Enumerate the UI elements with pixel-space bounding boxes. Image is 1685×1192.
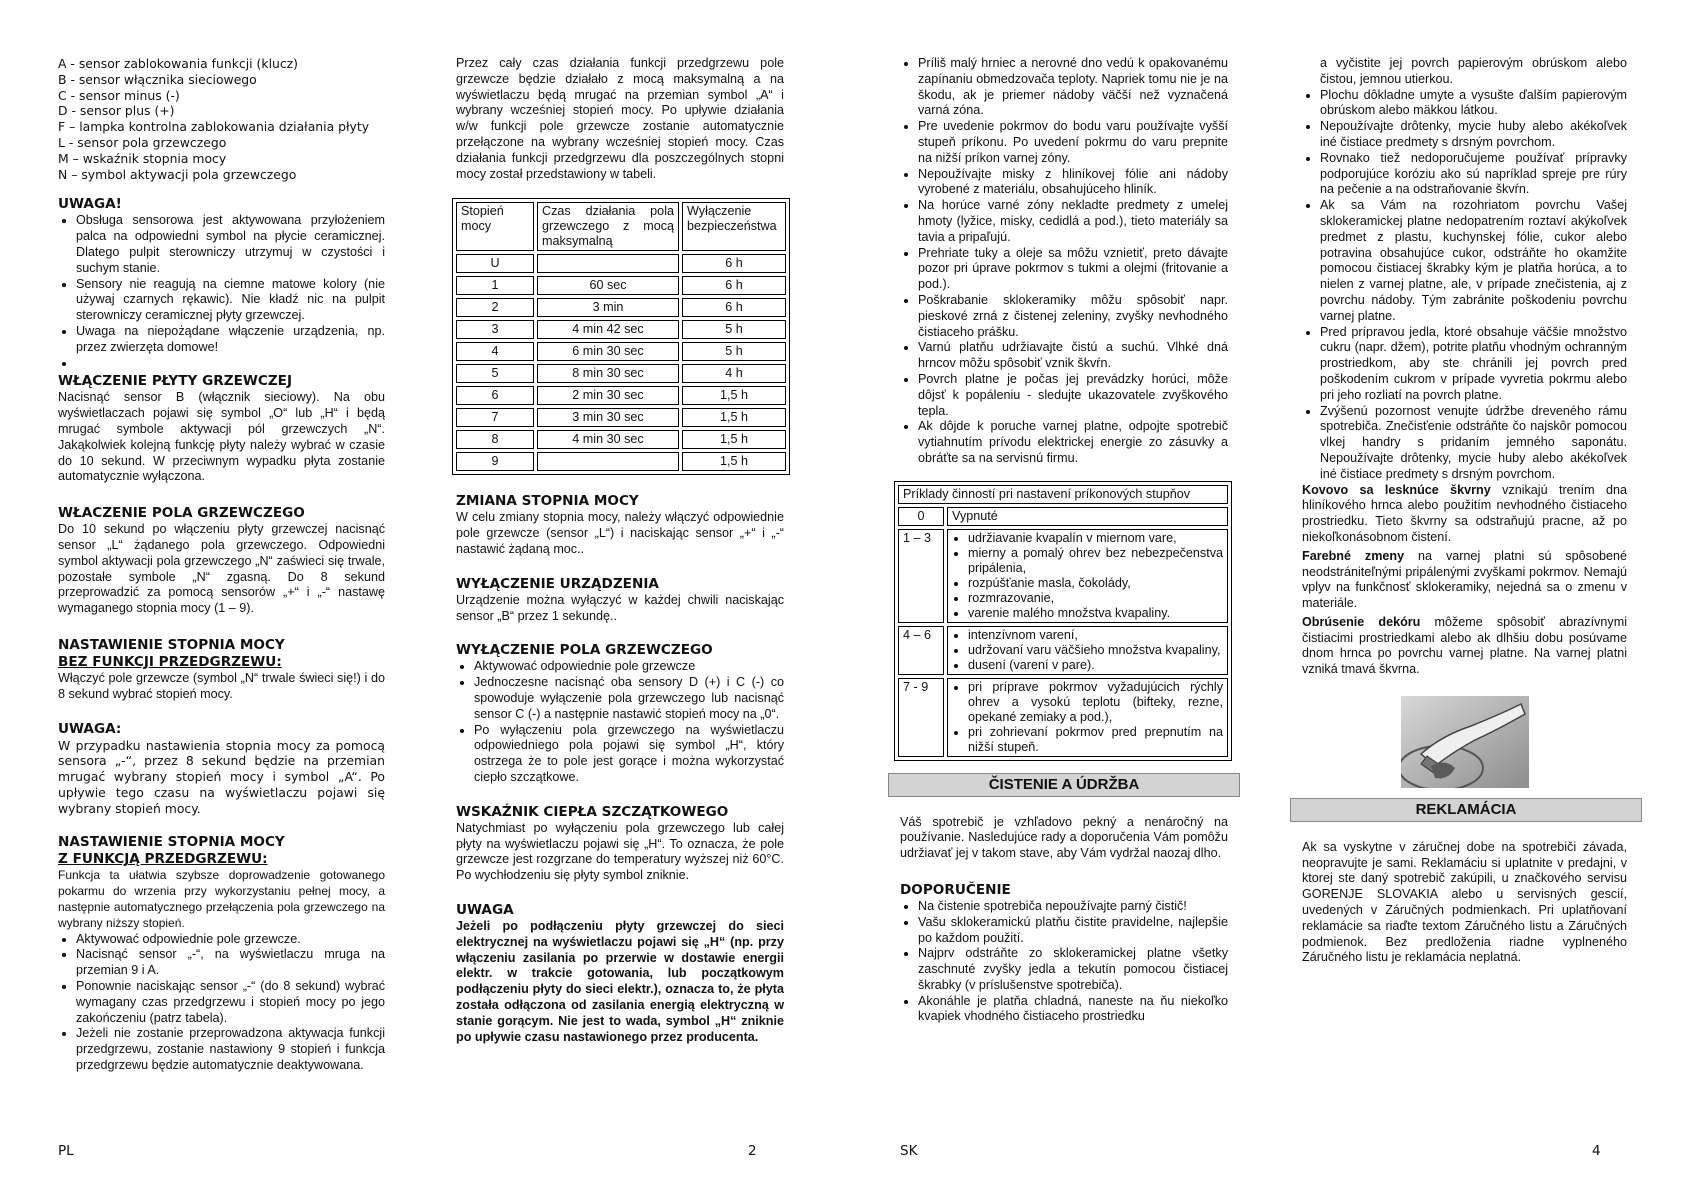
list-item: • Príliš malý hrniec a nerovné dno vedú k opakovanému zapínaniu obmedzovača teploty. Napriek tomu nie je na škodu, ak je priemer nádoby väčší než vyznačená varná zóna. bbox=[918, 56, 1228, 119]
column-sk-1 bbox=[900, 56, 1228, 1025]
list-item: • Vašu sklokeramickú platňu čistite pravidelne, najlepšie po každom použití. bbox=[918, 915, 1228, 947]
footer-page-right: 4 bbox=[1592, 1143, 1601, 1159]
list-item: • Pred prípravou jedla, ktoré obsahuje väčšie množstvo cukru (napr. džem), potrite platňu vhodným ochranným prostriedkom, aby ste chránili jej povrch pred poškodením cukrom v prípade vyvretia pokrmu alebo pri jeho rozliatí na povrch platne. bbox=[1320, 325, 1627, 404]
section-band-reklamacia: REKLAMÁCIA bbox=[1290, 798, 1642, 822]
nast-title: NASTAWIENIE STOPNIA MOCY bbox=[58, 636, 285, 653]
table-cell: 4 min 42 sec bbox=[537, 320, 679, 339]
farebne-bold: Farebné zmeny bbox=[1302, 548, 1405, 563]
nastz-list bbox=[58, 932, 385, 1074]
table-cell: 5 bbox=[456, 364, 534, 383]
preheat-intro: Przez cały czas działania funkcji przedgrzewu pole grzewcze będzie działało z mocą maksymalną a na wyświetlaczu będą mrugać na przemian symbol „A“ i wybrany wcześniej stopień mocy. Po upływie działania w/w funkcji pole grzewcze zostanie automatycznie przełączone na wybrany wcześniej stopień mocy. Czas działania funkcji przedgrzewu dla poszczególnych stopni mocy został przedstawiony w tabeli. bbox=[456, 56, 784, 181]
list-item: • Plochu dôkladne umyte a vysušte ďalším papierovým obrúskom alebo mäkkou látkou. bbox=[1320, 88, 1627, 120]
list-item: • Aktywować odpowiednie pole grzewcze. bbox=[76, 932, 385, 948]
sensor-key-item: D - sensor plus (+) bbox=[58, 103, 175, 119]
cist-text: Váš spotrebič je vzhľadovo pekný a nenáročný na používanie. Nasledujúce rady a doporučenia Vám pomôžu udržiavať jej v takom stave, aby Vám vydržal naozaj dlho. bbox=[900, 814, 1228, 861]
wylp-title: WYŁĄCZENIE POLA GRZEWCZEGO bbox=[456, 642, 713, 659]
table-cell: U bbox=[456, 254, 534, 273]
table-cell: 1,5 h bbox=[682, 430, 786, 449]
table-cell: 3 min 30 sec bbox=[537, 408, 679, 427]
table-cell: 6 h bbox=[682, 298, 786, 317]
table-head-cell: Príklady činností pri nastavení príkonových stupňov bbox=[898, 485, 1228, 504]
table-row bbox=[898, 626, 1228, 675]
list-item: • Akonáhle je platňa chladná, naneste na ňu niekoľko kvapiek vhodného čistiaceho prostriedku bbox=[918, 994, 1228, 1026]
list-item: • pri príprave pokrmov vyžadujúcich rýchly ohrev a vysokú teplotu (bifteky, rezne, opekané zemiaky a pod.), bbox=[968, 680, 1223, 725]
wsk-title: WSKAŹNIK CIEPŁA SZCZĄTKOWEGO bbox=[456, 803, 729, 820]
list-item: • pri zohrievaní pokrmov pred prepnutím na nižší stupeň. bbox=[968, 725, 1223, 755]
cont-text: a vyčistite jej povrch papierovým obrúskom alebo čistou, jemnou utierkou. bbox=[1320, 56, 1627, 86]
table-head-cell: Stopień mocy bbox=[456, 202, 534, 251]
table-row bbox=[456, 364, 786, 383]
table-cell: 8 min 30 sec bbox=[537, 364, 679, 383]
nast-text: Włączyć pole grzewcze (symbol „N“ trwale świeci się!) i do 8 sekund wybrać stopień mocy. bbox=[58, 670, 385, 701]
sensor-key-item: N – symbol aktywacji pola grzewczego bbox=[58, 166, 297, 182]
list-item: • Nacisnąć sensor „-“, na wyświetlaczu mruga na przemian 9 i A. bbox=[76, 947, 385, 979]
kovovo-text: vznikajú trením dna hliníkového hrnca alebo použitím nevhodného čistiaceho prostriedku. Tieto škvrny sa odstraňujú pracne, až po niekoľkonásobnom čistení. bbox=[1302, 482, 1627, 544]
list-item: • Po wyłączeniu pola grzewczego na wyświetlaczu odpowiedniego pola pojawi się symbol „H“, który ostrzega że to pole jest gorące i można wykorzystać ciepło szczątkowe. bbox=[474, 723, 784, 786]
list-item: • Uwaga na niepożądane włączenie urządzenia, np. przez zwierzęta domowe! bbox=[76, 324, 385, 356]
list-item: • Jeżeli nie zostanie przeprowadzona aktywacja funkcji przedgrzewu, zostanie nastawiony 9 stopień i funkcja przedgrzewu będzie automatycznie deaktywowana. bbox=[76, 1026, 385, 1073]
table-row bbox=[456, 298, 786, 317]
list-item: • Ponownie naciskając sensor „-“ (do 8 sekund) wybrać wymagany czas przedgrzewu i stopień mocy po jego zakończeniu (patrz tabela). bbox=[76, 979, 385, 1026]
list-item: • Sensory nie reagują na ciemne matowe kolory (nie używaj czarnych rękawic). Nie kładź nic na pulpit sterowniczy ceramicznej płyty grzewczej. bbox=[76, 277, 385, 324]
table-cell: 1,5 h bbox=[682, 452, 786, 471]
list-item: • Nepoužívajte misky z hliníkovej fólie ani nádoby vyrobené z materiálu, obsahujúceho hliník. bbox=[918, 167, 1228, 199]
activity-cell bbox=[947, 529, 1228, 623]
table-cell: 3 bbox=[456, 320, 534, 339]
table-cell: 6 h bbox=[682, 254, 786, 273]
column-sk-2 bbox=[1302, 56, 1627, 966]
table-cell: 60 sec bbox=[537, 276, 679, 295]
farebne-text: na varnej platni sú spôsobené neodstrániteľnými pripálenými zvyškami pokrmov. Nemajú vplyv na funkčnosť sklokeramiky, nejedná sa o zmenu v materiále. bbox=[1302, 548, 1628, 611]
power-level-cell: 1 – 3 bbox=[898, 529, 944, 623]
activity-cell bbox=[947, 626, 1228, 675]
table-cell: 1,5 h bbox=[682, 386, 786, 405]
obrus-text: môžeme spôsobiť abrazívnymi čistiacimi prostriedkami alebo ak dlhšiu dobu posúvame dnom hrnca po povrchu varnej platne. Na varnej platni vzniká tmavá škvrna. bbox=[1302, 614, 1627, 677]
list-item: • Varnú platňu udržiavajte čistú a suchú. Vlhké dná hrncov môžu spôsobiť vznik škvŕn. bbox=[918, 340, 1228, 372]
rekl-text: Ak sa vyskytne v záručnej dobe na spotrebiči závada, neopravujte je sami. Reklamáciu si uplatnite v predajni, v ktorej ste daný spotrebič zakúpili, u značkového servisu GORENJE SLOVAKIA alebo u servisných gescií, uvedených v Záručných podmienkach. Pri uplatňovaní reklamácie sa riaďte textom Záručného listu a Záručných podmienok. Bez predloženia riadne vyplneného Záručného listu je reklamácia neplatná. bbox=[1302, 839, 1627, 965]
table-cell: 4 min 30 sec bbox=[537, 430, 679, 449]
cleaning-list bbox=[1302, 88, 1627, 483]
list-item: • udržiavanie kvapalín v miernom vare, bbox=[968, 531, 1223, 546]
table-row bbox=[456, 254, 786, 273]
table-cell: 2 min 30 sec bbox=[537, 386, 679, 405]
safety-list bbox=[900, 56, 1228, 467]
list-item: • Obsługa sensorowa jest aktywowana przyłożeniem palca na odpowiedni symbol na płycie ceramicznej. Dlatego pulpit sterowniczy utrzymuj w czystości i suchym stanie. bbox=[76, 213, 385, 276]
list-item: • Najprv odstráňte zo sklokeramickej platne všetky zaschnuté zvyšky jedla a tekutín pomocou čistiacej škrabky (v príslušenstve spotrebiča). bbox=[918, 946, 1228, 993]
dop-list bbox=[900, 899, 1228, 1025]
activity-list bbox=[952, 531, 1223, 621]
sensor-key-item: F – lampka kontrolna zablokowania działania płyty bbox=[58, 119, 370, 135]
sensor-key-item: C - sensor minus (-) bbox=[58, 87, 180, 103]
table-head-cell: Wyłączenie bezpieczeństwa bbox=[682, 202, 786, 251]
table-row bbox=[456, 452, 786, 471]
power-level-cell: 4 – 6 bbox=[898, 626, 944, 675]
list-item: • intenzívnom varení, bbox=[968, 628, 1223, 643]
pole-title: WŁACZENIE POLA GRZEWCZEGO bbox=[58, 505, 305, 522]
table-cell: 2 bbox=[456, 298, 534, 317]
list-item: • Ak sa Vám na rozohriatom povrchu Vašej sklokeramickej platne nedopatrením roztaví akýkoľvek predmet z plastu, kuchynskej fólie, cukor alebo potravina obsahujúce cukor, odstráňte ho okamžite pomocou čistiacej škrabky kým je platňa horúca, a to nielen z varnej platne, ale, v prípade znečistenia, aj z povrchu nádoby. Tým zabránite poškodeniu povrchu varnej platne. bbox=[1320, 198, 1627, 324]
table-row bbox=[456, 430, 786, 449]
column-pl-1 bbox=[58, 56, 385, 1074]
section-band-cleaning: ČISTENIE A ÚDRŽBA bbox=[888, 773, 1240, 797]
uwaga-text: Jeżeli po podłączeniu płyty grzewczej do sieci elektrycznej na wyświetlaczu pojawi się „H“ (np. przy włączeniu zasilania po przerwie w dostawie energii elektr. w trakcie gotowania, lub początkowym podłączeniu płyty do sieci elektr.), oznacza to, że płyta została odłączona od zasilania energią elektryczną w stanie gorącym. Nie jest to wada, symbol „H“ zniknie po upływie czasu nastawionego przez producenta. bbox=[456, 918, 784, 1044]
list-item: • rozmrazovanie, bbox=[968, 591, 1223, 606]
list-item: • Na horúce varné zóny nekladte predmety z umelej hmoty (lyžice, misky, cedidlá a pod.), tieto materiály sa tavia a pripaľujú. bbox=[918, 198, 1228, 245]
list-item: • dusení (varení v pare). bbox=[968, 658, 1223, 673]
uwaga2-text: W przypadku nastawienia stopnia mocy za pomocą sensora „-“, przez 8 sekund będzie na przemian mrugać wybrany stopień mocy i symbol „A“. Po upływie tego czasu na wyświetlaczu pojawi się wybrany stopień mocy. bbox=[58, 737, 385, 816]
table-cell: 8 bbox=[456, 430, 534, 449]
activity-text: Vypnuté bbox=[952, 508, 998, 523]
footer-page-left: 2 bbox=[748, 1143, 757, 1159]
power-level-cell: 7 - 9 bbox=[898, 678, 944, 757]
table-cell: 4 bbox=[456, 342, 534, 361]
list-item: • Zvýšenú pozornost venujte údržbe dreveného rámu spotrebiča. Znečisťenie odstráňte čo najskôr pomocou vlkej handry s pridaním jemného saponátu. Nepoužívajte drôtenky, mycie huby alebo akékoľvek iné čistiace predmety s drsným povrchom. bbox=[1320, 404, 1627, 483]
list-item: • udržovaní varu väčšieho množstva kvapaliny, bbox=[968, 643, 1223, 658]
nast-subtitle: BEZ FUNKCJI PRZEDGRZEWU: bbox=[58, 653, 282, 670]
uwaga2-title: UWAGA: bbox=[58, 720, 122, 737]
list-item: • Jednoczesne nacisnąć oba sensory D (+) i C (-) co spowoduje wyłączenie pola grzewczego lub nacisnąć sensor C (-) a następnie nastawić stopień mocy na „0“. bbox=[474, 675, 784, 722]
list-item: • Rovnako tiež nedoporučujeme používať prípravky podporujúce koróziu ako sú napríklad spreje pre rúry na pečenie a na odstraňovanie škvŕn. bbox=[1320, 151, 1627, 198]
column-pl-2 bbox=[456, 56, 784, 1045]
sensor-key-list bbox=[58, 56, 385, 182]
zmiana-title: ZMIANA STOPNIA MOCY bbox=[456, 493, 639, 510]
table-row bbox=[456, 342, 786, 361]
list-item: • Prehriate tuky a oleje sa môžu vznietiť, preto dávajte pozor pri úprave pokrmov s tukmi a olejmi (fritovanie a pod.). bbox=[918, 246, 1228, 293]
table-cell: 1 bbox=[456, 276, 534, 295]
wlacz-title: WŁĄCZENIE PŁYTY GRZEWCZEJ bbox=[58, 373, 293, 390]
sensor-key-item: L - sensor pola grzewczego bbox=[58, 134, 227, 150]
wylp-list bbox=[456, 659, 784, 785]
list-item: • Aktywować odpowiednie pole grzewcze bbox=[474, 659, 784, 675]
wlacz-text: Nacisnąć sensor B (włącznik sieciowy). Na obu wyświetlaczach pojawi się symbol „O“ lub „H“ i będą mrugać symbole aktywacji pól grzewczych „N“. Jakąkolwiek kolejną funkcję płyty należy wybrać w czasie do 10 sekund. W przeciwnym wypadku płyta zostanie automatycznie wyłączona. bbox=[58, 390, 385, 484]
table-header-row bbox=[898, 485, 1228, 504]
list-item: • Pre uvedenie pokrmov do bodu varu používajte vyšší stupeň príkonu. Po uvedení pokrmu do varu prepnite na nižší príkon varnej zóny. bbox=[918, 119, 1228, 166]
list-item: • Poškrabanie sklokeramiky môžu spôsobiť napr. pieskové zrná z čistenej zeleniny, zvyšky nevhodného čistiaceho prášku. bbox=[918, 293, 1228, 340]
table-header-row bbox=[456, 202, 786, 251]
table-row bbox=[898, 678, 1228, 757]
table-cell bbox=[537, 254, 679, 273]
table-row bbox=[456, 408, 786, 427]
table-cell: 1,5 h bbox=[682, 408, 786, 427]
dop-title: DOPORUČENIE bbox=[900, 881, 1011, 898]
list-item: • Povrch platne je počas jej prevádzky horúci, môže dôjsť k popáleniu - sledujte ukazovatele zvyškového tepla. bbox=[918, 372, 1228, 419]
activity-cell bbox=[947, 678, 1228, 757]
activity-list bbox=[952, 680, 1223, 755]
table-cell: 7 bbox=[456, 408, 534, 427]
nastz-title: NASTAWIENIE STOPNIA MOCY bbox=[58, 834, 285, 851]
nastz-subtitle: Z FUNKCJĄ PRZEDGRZEWU: bbox=[58, 851, 268, 868]
pole-text: Do 10 sekund po włączeniu płyty grzewczej nacisnąć sensor „L“ żądanego pola grzewczego. Odpowiedni symbol aktywacji pola grzewczego „N“ zaświeci się trwale, pozostałe symbole „N“ zgasną. Do 8 sekund przeprowadzić za pomocą sensorów „+“ i „-“ nastawę wymaganego stopnia mocy (1 – 9). bbox=[58, 522, 385, 616]
sensor-key-item: B - sensor włącznika sieciowego bbox=[58, 71, 257, 87]
table-row bbox=[456, 320, 786, 339]
zmiana-text: W celu zmiany stopnia mocy, należy włączyć odpowiednie pole grzewcze (sensor „L“) i naciskając sensor „+“ i „-“ nastawić żądaną moc.. bbox=[456, 510, 784, 556]
table-cell: 4 h bbox=[682, 364, 786, 383]
wyl-text: Urządzenie można wyłączyć w każdej chwili naciskając sensor „B“ przez 1 sekundę.. bbox=[456, 592, 784, 623]
list-item: • rozpúšťanie masla, čokolády, bbox=[968, 576, 1223, 591]
power-level-table bbox=[894, 481, 1232, 761]
kovovo-para bbox=[1302, 483, 1627, 546]
uwaga1-list bbox=[58, 213, 385, 371]
farebne-para bbox=[1302, 549, 1627, 612]
table-cell: 6 h bbox=[682, 276, 786, 295]
uwaga-title: UWAGA bbox=[456, 901, 514, 918]
table-cell: 5 h bbox=[682, 342, 786, 361]
footer-lang-right: SK bbox=[900, 1143, 918, 1159]
uwaga1-title: UWAGA! bbox=[58, 196, 122, 213]
list-item: • Na čistenie spotrebiča nepoužívajte parný čistič! bbox=[918, 899, 1228, 915]
activity-list bbox=[952, 628, 1223, 673]
kovovo-bold: Kovovo sa lesknúce škvrny bbox=[1302, 482, 1491, 497]
sensor-key-item: A - sensor zablokowania funkcji (klucz) bbox=[58, 56, 299, 71]
table-row bbox=[456, 276, 786, 295]
scraper-cleaning-icon bbox=[1401, 696, 1529, 788]
list-item: • Ak dôjde k poruche varnej platne, odpojte spotrebič vytiahnutím prívodu elektrickej energie zo zásuvky a obráťte sa na servisnú firmu. bbox=[918, 419, 1228, 466]
table-cell: 5 h bbox=[682, 320, 786, 339]
activity-cell bbox=[947, 507, 1228, 526]
list-item: • Nepoužívajte drôtenky, mycie huby alebo akékoľvek iné čistiace predmety s drsným povrchom. bbox=[1320, 119, 1627, 151]
table-row bbox=[456, 386, 786, 405]
wyl-title: WYŁĄCZENIE URZĄDZENIA bbox=[456, 575, 659, 592]
sensor-key-item: M – wskaźnik stopnia mocy bbox=[58, 150, 227, 166]
table-row bbox=[898, 529, 1228, 623]
table-row bbox=[898, 507, 1228, 526]
table-cell: 6 min 30 sec bbox=[537, 342, 679, 361]
table-head-cell: Czas działania pola grzewczego z mocą maksymalną bbox=[537, 202, 679, 251]
list-item: • mierny a pomalý ohrev bez nebezpečenstva pripálenia, bbox=[968, 546, 1223, 576]
table-cell: 9 bbox=[456, 452, 534, 471]
list-item: • varenie malého množstva kvapaliny. bbox=[968, 606, 1223, 621]
obrus-para bbox=[1302, 615, 1627, 678]
power-level-cell: 0 bbox=[898, 507, 944, 526]
footer-lang-left: PL bbox=[58, 1143, 74, 1159]
table-cell bbox=[537, 452, 679, 471]
nastz-text: Funkcja ta ułatwia szybsze doprowadzenie gotowanego pokarmu do wrzenia przy wykorzystaniu pełnej mocy, a następnie automatycznego przełączenia pola grzewczego na wybrany niższy stopień. bbox=[58, 868, 385, 930]
list-item bbox=[76, 356, 385, 372]
obrus-bold: Obrúsenie dekóru bbox=[1302, 614, 1421, 629]
table-cell: 6 bbox=[456, 386, 534, 405]
wsk-text: Natychmiast po wyłączeniu pola grzewczego lub całej płyty na wyświetlaczu pojawi się „H“. To oznacza, że pole grzewcze jest rozgrzane do temperatury wyższej niż 60°C. Po wychłodzeniu się płyty symbol zniknie. bbox=[456, 820, 784, 883]
table-cell: 3 min bbox=[537, 298, 679, 317]
preheat-table bbox=[452, 198, 790, 475]
